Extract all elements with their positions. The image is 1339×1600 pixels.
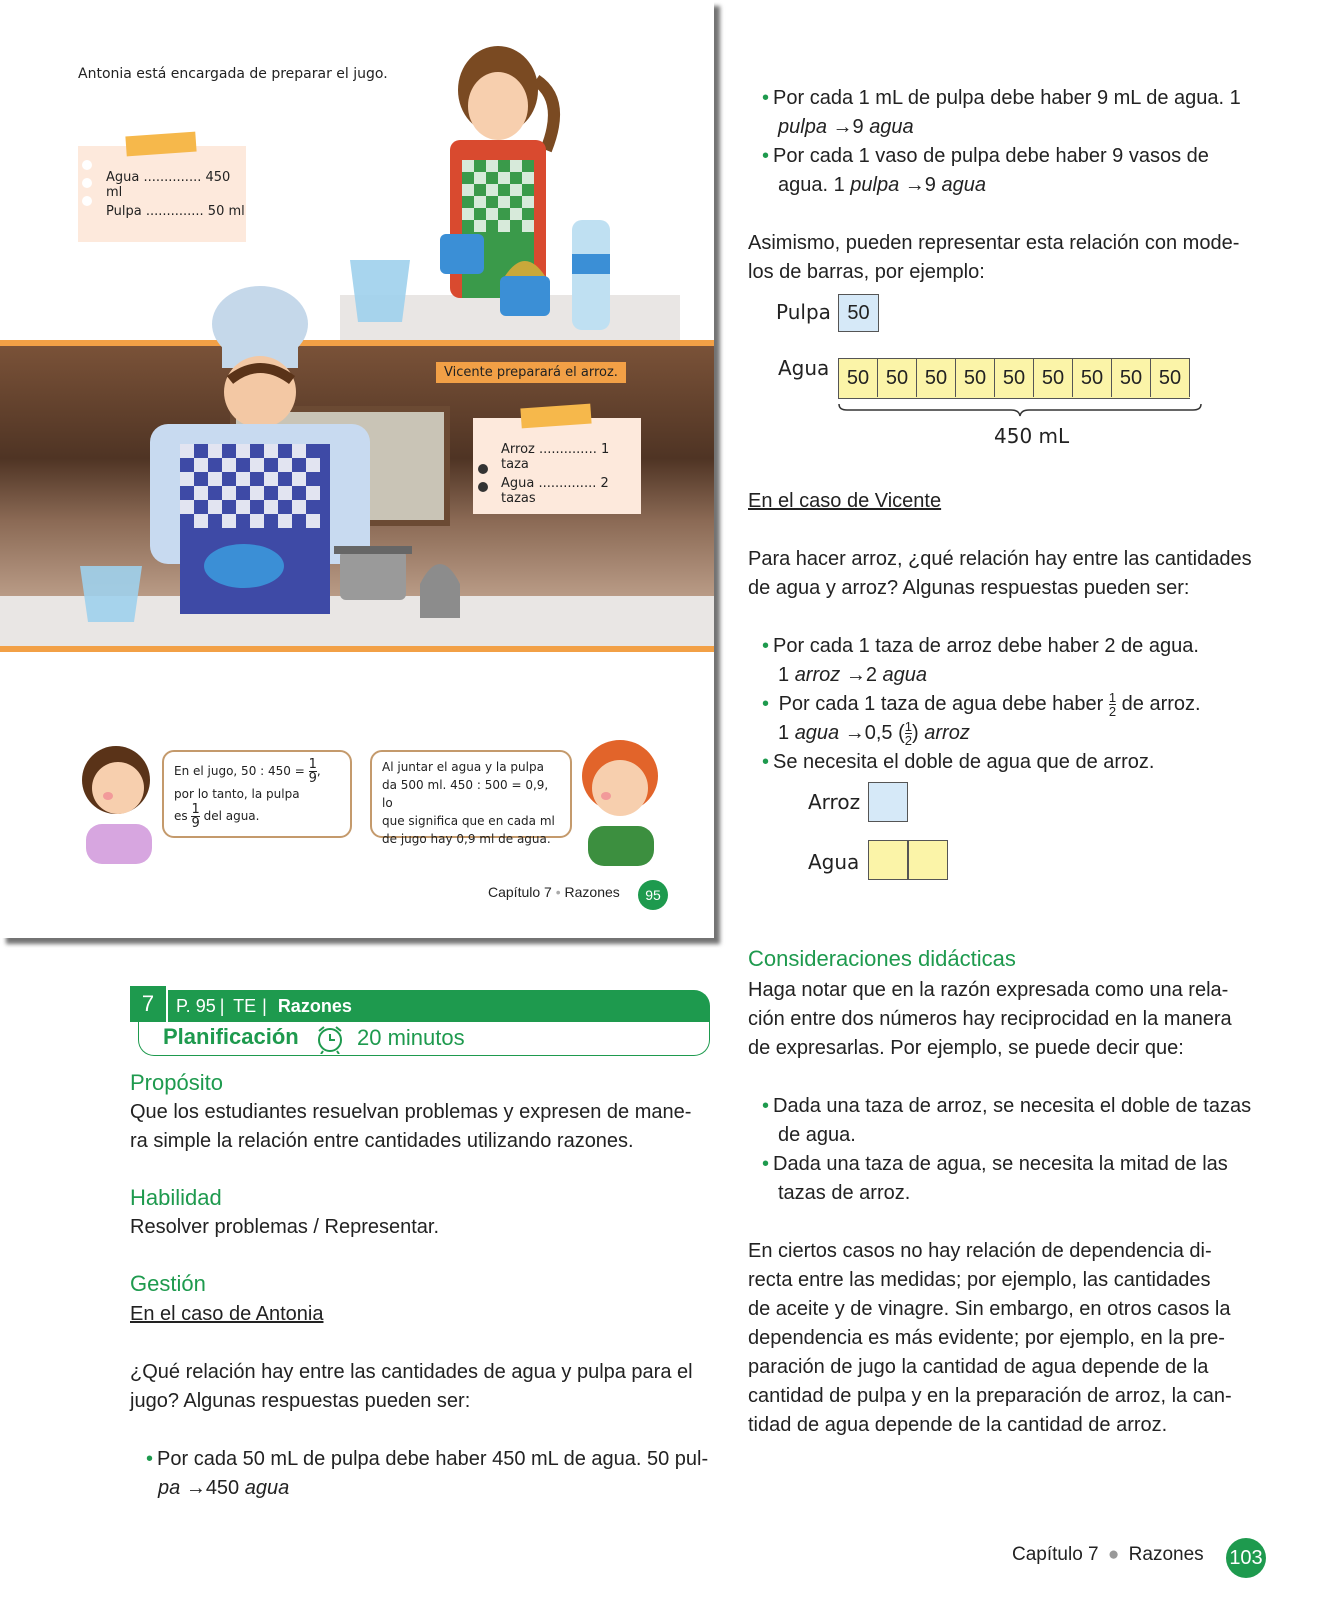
antonia-note-line-2: Pulpa .............. 50 ml — [106, 204, 245, 219]
bar-agua-cell: 50 — [1112, 359, 1151, 397]
vicente-recipe-note — [473, 418, 641, 514]
bar-agua-cell: 50 — [917, 359, 956, 397]
vicente-bullet-1-cont: 1 arroz →2 agua — [778, 664, 928, 686]
bubble-left-line-3-pre: es — [174, 809, 188, 823]
boy-speech-bubble — [370, 750, 572, 846]
student-page-thumbnail — [0, 0, 714, 938]
consid-bullet-2: • Dada una taza de agua, se necesita la mitad de las — [762, 1150, 1228, 1179]
bar-agua-label: Agua — [778, 356, 830, 380]
question-line-1: ¿Qué relación hay entre las cantidades de agua y pulpa para el — [130, 1361, 693, 1383]
student-footer-topic: Razones — [564, 884, 620, 900]
arroz-bar-cell — [868, 782, 908, 822]
arrow-icon: → — [845, 664, 866, 686]
bubble-right-line-4: de jugo hay 0,9 ml de agua. — [382, 832, 551, 846]
alarm-clock-icon — [315, 1024, 345, 1054]
arrow-icon: → — [904, 174, 925, 196]
consid-bullet-1: • Dada una taza de arroz, se necesita el doble de tazas — [762, 1092, 1251, 1121]
antonia-bullet-3: • Por cada 1 vaso de pulpa debe haber 9 vasos de — [762, 142, 1209, 171]
bar-agua-cell: 50 — [1151, 359, 1190, 397]
student-page-footer: Capítulo 7 • Razones — [488, 884, 620, 900]
question-line-2: jugo? Algunas respuestas pueden ser: — [130, 1390, 471, 1412]
page-ref: P. 95 — [176, 996, 216, 1016]
bar-agua-cell: 50 — [839, 359, 878, 397]
dependencia-line-5: paración de jugo la cantidad de agua depende de la — [748, 1356, 1209, 1378]
tape-decoration — [125, 132, 196, 157]
bubble-right-line-2: da 500 ml. 450 : 500 = 0,9, lo — [382, 778, 549, 810]
lesson-header — [130, 986, 710, 1057]
habilidad-heading: Habilidad — [130, 1185, 222, 1210]
ring-icon — [82, 196, 92, 206]
consid-line-3: de expresarlas. Por ejemplo, se puede decir que: — [748, 1037, 1184, 1059]
lesson-title-bar: P. 95 | TE | Razones — [168, 990, 710, 1022]
ring-icon — [82, 160, 92, 170]
antonia-bullet-3-cont: agua. 1 pulpa →9 agua — [778, 174, 986, 196]
bubble-left-line-3-post: del agua. — [203, 809, 260, 823]
proposito-line-1: Que los estudiantes resuelvan problemas y expresen de mane- — [130, 1101, 692, 1123]
tape-decoration — [520, 404, 591, 429]
bar-pulpa-cell: 50 — [838, 294, 879, 332]
consid-bullet-2-cont: tazas de arroz. — [778, 1182, 911, 1204]
bar-agua-cell: 50 — [956, 359, 995, 397]
vicente-note-line-1: Arroz .............. 1 taza — [501, 442, 610, 472]
vicente-note-line-2: Agua .............. 2 tazas — [501, 476, 609, 506]
proposito-heading: Propósito — [130, 1070, 223, 1095]
planning-box — [138, 1022, 710, 1056]
dependencia-line-6: cantidad de pulpa y en la preparación de arroz, la can- — [748, 1385, 1232, 1407]
vicente-case-heading: En el caso de Vicente — [748, 490, 942, 512]
student-footer-chapter: Capítulo 7 — [488, 884, 552, 900]
vicente-bullet-2-cont: 1 agua →0,5 ( $\frac{1}{2}$ ) arroz — [778, 719, 970, 749]
te-label: TE — [233, 996, 257, 1016]
bar-agua-cell: 50 — [878, 359, 917, 397]
vicente-bullet-3: • Se necesita el doble de agua que de arroz. — [762, 748, 1154, 777]
footer-chapter: Capítulo 7 — [1012, 1544, 1099, 1565]
lesson-title: Razones — [277, 996, 352, 1016]
bar-pulpa-label: Pulpa — [776, 300, 831, 324]
arroz-bar-label: Arroz — [808, 790, 861, 814]
bar-agua-cell: 50 — [995, 359, 1034, 397]
bubble-left-line-2: por lo tanto, la pulpa — [174, 787, 300, 801]
bar-agua-cell: 50 — [1073, 359, 1112, 397]
antonia-note-line-1: Agua .............. 450 ml — [106, 170, 231, 200]
arrow-icon: → — [185, 1477, 206, 1499]
girl-illustration — [70, 744, 160, 864]
duration: 20 minutos — [357, 1025, 465, 1050]
antonia-bullet-2-cont: pulpa →9 agua — [778, 116, 914, 138]
vicente-label: Vicente preparará el arroz. — [436, 362, 626, 383]
arrow-icon: → — [832, 116, 853, 138]
agua-bar-label: Agua — [808, 850, 860, 874]
student-intro: Antonia está encargada de preparar el jugo. — [78, 66, 388, 82]
page-footer: Capítulo 7 ● Razones — [1012, 1544, 1204, 1565]
brace — [838, 402, 1202, 418]
bar-agua — [838, 358, 1190, 399]
consid-line-2: ción entre dos números hay reciprocidad en la manera — [748, 1008, 1232, 1030]
footer-topic: Razones — [1128, 1544, 1204, 1565]
antonia-bullet-1-cont: pa →450 agua — [158, 1477, 290, 1499]
dependencia-line-3: de aceite y de vinagre. Sin embargo, en otros casos la — [748, 1298, 1231, 1320]
dependencia-line-7: tidad de agua depende de la cantidad de arroz. — [748, 1414, 1168, 1436]
asimismo-line-2: los de barras, por ejemplo: — [748, 261, 985, 283]
antonia-bullet-1: • Por cada 50 mL de pulpa debe haber 450 mL de agua. 50 pul- — [146, 1445, 708, 1474]
consid-bullet-1-cont: de agua. — [778, 1124, 856, 1146]
fraction-one-half: $\frac{1}{2}$ — [1108, 690, 1117, 720]
girl-speech-bubble: En el jugo, 50 : 450 = $\frac{1}{9}$ , por lo tanto, la pulpa es $\frac{1}{9}$ del agua. — [162, 750, 352, 838]
habilidad-text: Resolver problemas / Representar. — [130, 1216, 440, 1238]
bar-agua-cell: 50 — [1034, 359, 1073, 397]
vicente-bullet-2: • Por cada 1 taza de agua debe haber $\frac{1}{2}$ de arroz. — [762, 690, 1201, 719]
asimismo-line-1: Asimismo, pueden representar esta relación con mode- — [748, 232, 1240, 254]
fraction-one-ninth: $\frac{1}{9}$ — [191, 802, 200, 831]
agua-bar-cells — [868, 840, 948, 880]
student-page-number: 95 — [638, 880, 668, 910]
arroz-question-2: de agua y arroz? Algunas respuestas pueden ser: — [748, 577, 1190, 599]
planning-label: Planificación — [163, 1024, 299, 1049]
ring-icon — [478, 482, 488, 492]
ring-icon — [478, 464, 488, 474]
antonia-case-heading: En el caso de Antonia — [130, 1303, 324, 1325]
bubble-right-line-3: que significa que en cada ml — [382, 814, 555, 828]
bar-total-label: 450 mL — [994, 424, 1070, 448]
dependencia-line-2: recta entre las medidas; por ejemplo, las cantidades — [748, 1269, 1211, 1291]
fraction-one-half: $\frac{1}{2}$ — [904, 719, 913, 749]
proposito-line-2: ra simple la relación entre cantidades utilizando razones. — [130, 1130, 634, 1152]
antonia-bullet-2: • Por cada 1 mL de pulpa debe haber 9 mL de agua. 1 — [762, 84, 1241, 113]
dependencia-line-4: dependencia es más evidente; por ejemplo, en la pre- — [748, 1327, 1225, 1349]
arrow-icon: → — [844, 722, 865, 744]
gestion-heading: Gestión — [130, 1271, 206, 1296]
arroz-question-1: Para hacer arroz, ¿qué relación hay entre las cantidades — [748, 548, 1252, 570]
boy-illustration — [576, 736, 666, 866]
page-number: 103 — [1226, 1538, 1266, 1578]
consid-line-1: Haga notar que en la razón expresada como una rela- — [748, 979, 1229, 1001]
fraction-one-ninth: $\frac{1}{9}$ — [308, 757, 317, 786]
consideraciones-heading: Consideraciones didácticas — [748, 946, 1016, 971]
dependencia-line-1: En ciertos casos no hay relación de dependencia di- — [748, 1240, 1212, 1262]
bubble-left-line-1: En el jugo, 50 : 450 = — [174, 764, 305, 778]
antonia-recipe-note — [78, 146, 246, 242]
lesson-number: 7 — [130, 986, 166, 1022]
bubble-right-line-1: Al juntar el agua y la pulpa — [382, 760, 544, 774]
vicente-bullet-1: • Por cada 1 taza de arroz debe haber 2 de agua. — [762, 632, 1199, 661]
ring-icon — [82, 178, 92, 188]
vicente-illustration — [70, 284, 490, 654]
